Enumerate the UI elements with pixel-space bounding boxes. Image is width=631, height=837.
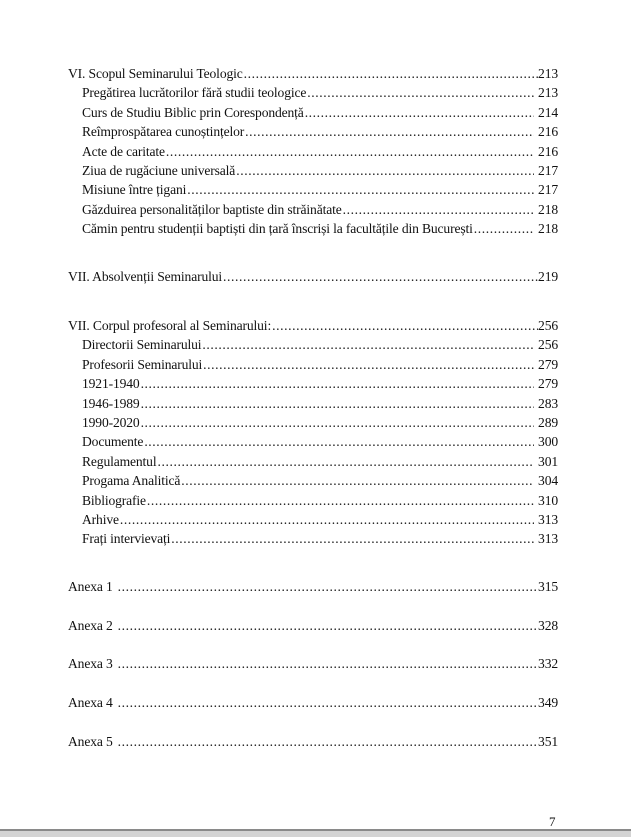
toc-entry[interactable] [68,355,558,374]
toc-entry-page: 313 [538,511,558,527]
dot-leader [114,577,538,596]
toc-entry-page: 351 [538,734,558,749]
toc-entry-page: 315 [538,579,558,594]
dot-leader [343,200,534,219]
toc-annex-2 [68,616,558,635]
toc-entry[interactable] [68,200,558,219]
toc-entry-page: 313 [538,531,558,547]
toc-entry-section[interactable] [68,316,558,335]
toc-entry-page: 218 [538,221,558,237]
toc-entry-page: 289 [538,414,558,430]
toc-entry-page: 213 [538,66,558,81]
toc-entry-page: 214 [538,104,558,120]
toc-entry[interactable] [68,374,558,393]
toc-entry-page: 301 [538,453,558,469]
dot-leader [181,471,534,490]
toc-entry-title: Arhive [82,510,120,529]
dot-leader [114,693,538,712]
toc-entry-title: VII. Corpul profesoral al Seminarului: [68,316,272,335]
toc-entry[interactable] [68,335,558,354]
toc-entry-annex[interactable] [68,732,558,751]
toc-entry[interactable] [68,122,558,141]
toc-entry-title: Ziua de rugăciune universală [82,161,236,180]
dot-leader [245,122,534,141]
toc-entry-page: 310 [538,492,558,508]
toc-section-vi [68,64,558,239]
toc-entry-page: 213 [538,85,558,101]
dot-leader [144,432,534,451]
toc-entry-title: Directorii Seminarului [82,335,202,354]
toc-entry[interactable] [68,161,558,180]
toc-entry-title: Anexa 3 [68,654,114,673]
toc-annex-3 [68,654,558,673]
toc-entry[interactable] [68,413,558,432]
toc-entry[interactable] [68,394,558,413]
dot-leader [114,654,538,673]
dot-leader [171,529,534,548]
dot-leader [141,413,534,432]
toc-entry-title: VII. Absolvenții Seminarului [68,267,223,286]
dot-leader [120,510,534,529]
toc-entry-title: 1946-1989 [82,394,141,413]
toc-annex-4 [68,693,558,712]
toc-entry-title: VI. Scopul Seminarului Teologic [68,64,244,83]
toc-entry[interactable] [68,180,558,199]
dot-leader [223,267,538,286]
toc-entry-page: 217 [538,182,558,198]
toc-entry[interactable] [68,452,558,471]
toc-entry[interactable] [68,142,558,161]
toc-entry-page: 332 [538,656,558,671]
dot-leader [236,161,534,180]
toc-entry-title: Anexa 2 [68,616,114,635]
dot-leader [187,180,534,199]
toc-entry-page: 283 [538,395,558,411]
toc-entry-title: Anexa 1 [68,577,114,596]
toc-entry-title: Misiune între țigani [82,180,187,199]
toc-entry[interactable] [68,529,558,548]
dot-leader [305,103,534,122]
toc-entry-title: Găzduirea personalităților baptiste din străinătate [82,200,343,219]
dot-leader [166,142,534,161]
dot-leader [114,732,538,751]
toc-entry-title: Reîmprospătarea cunoștințelor [82,122,245,141]
toc-entry-page: 216 [538,124,558,140]
toc-section-vii-corpul [68,316,558,549]
dot-leader [141,374,534,393]
toc-entry-page: 256 [538,337,558,353]
toc-entry-page: 216 [538,143,558,159]
toc-entry-page: 218 [538,201,558,217]
dot-leader [202,335,534,354]
toc-entry-page: 349 [538,695,558,710]
toc-entry[interactable] [68,491,558,510]
toc-entry-title: Frați intervievați [82,529,171,548]
toc-entry-title: Pregătirea lucrătorilor fără studii teologice [82,83,307,102]
toc-section-vii-absolventii [68,267,558,286]
dot-leader [203,355,534,374]
toc-entry[interactable] [68,219,558,238]
toc-entry-page: 279 [538,356,558,372]
toc-entry-page: 219 [538,269,558,284]
dot-leader [141,394,534,413]
toc-entry-title: Bibliografie [82,491,147,510]
toc-entry-title: Regulamentul [82,452,157,471]
toc-entry-title: Acte de caritate [82,142,166,161]
toc-entry-page: 300 [538,434,558,450]
toc-entry-page: 256 [538,318,558,333]
page-number: 7 [549,814,556,829]
toc-entry-annex[interactable] [68,577,558,596]
toc-entry-annex[interactable] [68,693,558,712]
toc-entry-title: Profesorii Seminarului [82,355,203,374]
toc-entry-page: 279 [538,376,558,392]
toc-entry-title: 1990-2020 [82,413,141,432]
toc-annex-5 [68,732,558,751]
toc-entry-annex[interactable] [68,654,558,673]
toc-entry-title: Cămin pentru studenții baptiști din țară înscriși la facultățile din București [82,219,474,238]
toc-entry[interactable] [68,83,558,102]
toc-entry-title: 1921-1940 [82,374,141,393]
toc-entry-page: 217 [538,162,558,178]
toc-entry-title: Progama Analitică [82,471,181,490]
toc-entry-title: Anexa 5 [68,732,114,751]
dot-leader [114,616,538,635]
toc-entry-title: Anexa 4 [68,693,114,712]
toc-entry-annex[interactable] [68,616,558,635]
toc-entry-section[interactable] [68,64,558,83]
toc-entry-section[interactable] [68,267,558,286]
viewer-bottom-edge [0,829,631,837]
toc-entry-page: 304 [538,473,558,489]
toc-entry[interactable] [68,510,558,529]
dot-leader [147,491,534,510]
dot-leader [272,316,538,335]
toc-entry-title: Curs de Studiu Biblic prin Corespondență [82,103,305,122]
toc-entry[interactable] [68,471,558,490]
toc-entry[interactable] [68,103,558,122]
dot-leader [157,452,534,471]
toc-entry[interactable] [68,432,558,451]
dot-leader [244,64,538,83]
toc-entry-page: 328 [538,618,558,633]
dot-leader [307,83,534,102]
toc-annex-1 [68,577,558,596]
toc-entry-title: Documente [82,432,144,451]
dot-leader [474,219,534,238]
